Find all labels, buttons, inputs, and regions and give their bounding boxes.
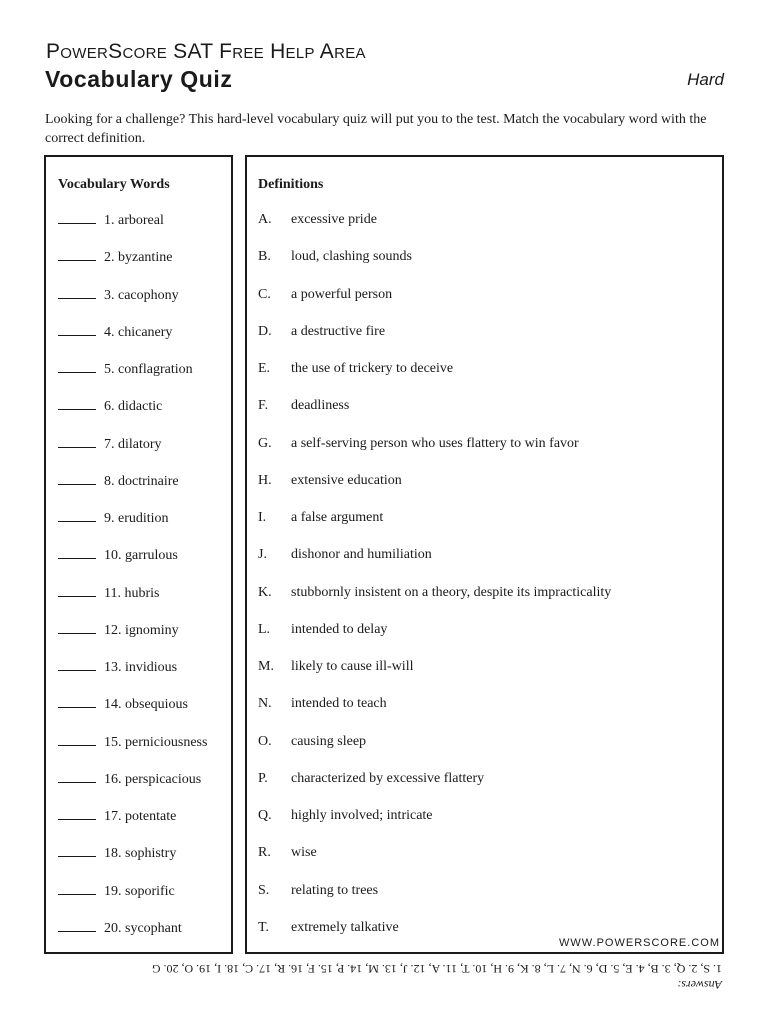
definition-letter: R. xyxy=(258,845,271,861)
answer-blank xyxy=(58,473,96,485)
definition-list xyxy=(247,212,722,957)
definitions-box xyxy=(245,155,724,954)
answer-blank xyxy=(58,659,96,671)
list-item xyxy=(247,771,722,808)
word: 19. soporific xyxy=(104,883,175,899)
definitions-header: Definitions xyxy=(258,177,324,192)
answer-key-label: Answers: xyxy=(677,978,722,992)
answer-blank xyxy=(58,771,96,783)
definition-letter: N. xyxy=(258,696,272,712)
word: 3. cacophony xyxy=(104,287,179,303)
definition-letter: J. xyxy=(258,547,267,563)
list-item xyxy=(46,771,231,808)
word: 7. dilatory xyxy=(104,436,162,452)
answer-blank xyxy=(58,361,96,373)
answer-blank xyxy=(58,212,96,224)
answer-blank xyxy=(58,808,96,820)
answer-blank xyxy=(58,547,96,559)
answer-blank xyxy=(58,436,96,448)
list-item xyxy=(247,398,722,435)
word: 8. doctrinaire xyxy=(104,473,179,489)
answer-blank xyxy=(58,883,96,895)
answer-blank xyxy=(58,510,96,522)
list-item xyxy=(247,622,722,659)
definition-text: a powerful person xyxy=(291,286,393,302)
definition-letter: F. xyxy=(258,398,269,414)
definition-text: wise xyxy=(291,845,317,861)
brand-heading: PowerScore SAT Free Help Area xyxy=(46,40,366,63)
vocabulary-word-list xyxy=(46,212,231,957)
answer-blank xyxy=(58,622,96,634)
list-item xyxy=(46,510,231,547)
list-item xyxy=(46,398,231,435)
definition-letter: M. xyxy=(258,659,274,674)
vocabulary-words-box xyxy=(44,155,233,954)
list-item xyxy=(247,473,722,510)
definition-letter: I. xyxy=(258,510,267,525)
list-item xyxy=(247,249,722,286)
definition-letter: P. xyxy=(258,770,268,786)
definition-letter: B. xyxy=(258,249,271,265)
word: 13. invidious xyxy=(104,660,178,675)
word: 16. perspicacious xyxy=(104,771,202,787)
vocabulary-words-header: Vocabulary Words xyxy=(58,177,170,192)
list-item xyxy=(46,324,231,361)
list-item xyxy=(46,547,231,584)
definition-text: characterized by excessive flattery xyxy=(291,770,485,786)
word: 20. sycophant xyxy=(104,920,182,936)
list-item xyxy=(247,510,722,547)
list-item xyxy=(247,659,722,696)
list-item xyxy=(46,920,231,957)
list-item xyxy=(247,212,722,249)
word: 17. potentate xyxy=(104,809,177,824)
definition-text: a self-serving person who uses flattery to win favor xyxy=(291,435,579,451)
definition-text: extensive education xyxy=(291,472,402,488)
answer-blank xyxy=(58,324,96,336)
definition-text: loud, clashing sounds xyxy=(291,249,412,265)
word: 14. obsequious xyxy=(104,697,188,713)
list-item xyxy=(46,622,231,659)
list-item xyxy=(46,585,231,622)
list-item xyxy=(46,659,231,696)
list-item xyxy=(46,287,231,324)
word: 11. hubris xyxy=(104,585,160,601)
list-item xyxy=(247,845,722,882)
word: 6. didactic xyxy=(104,399,163,415)
definition-letter: Q. xyxy=(258,808,272,823)
list-item xyxy=(247,883,722,920)
list-item xyxy=(46,845,231,882)
word: 4. chicanery xyxy=(104,324,173,340)
list-item xyxy=(247,361,722,398)
definition-letter: L. xyxy=(258,621,271,637)
definition-letter: A. xyxy=(258,212,272,227)
answer-key xyxy=(0,956,768,992)
list-item xyxy=(46,696,231,733)
definition-text: the use of trickery to deceive xyxy=(291,361,454,376)
list-item xyxy=(46,249,231,286)
definition-letter: E. xyxy=(258,361,271,376)
answer-key-text: 1. S, 2. Q, 3. B, 4. E, 5. D, 6. N, 7. L, 8. K, 9. H, 10. T, 11. A, 12. J, 13. M, 14. P, 15. F, 16. R, 17. C, 18. I, 19. O, 20. G xyxy=(151,962,722,976)
definition-text: dishonor and humiliation xyxy=(291,547,432,563)
list-item xyxy=(46,212,231,249)
definition-text: stubbornly insistent on a theory, despite its impracticality xyxy=(291,584,612,600)
list-item xyxy=(247,436,722,473)
definition-letter: C. xyxy=(258,286,271,302)
difficulty-label: Hard xyxy=(687,70,724,89)
definition-text: highly involved; intricate xyxy=(291,808,433,823)
definition-letter: G. xyxy=(258,435,272,451)
word: 15. perniciousness xyxy=(104,734,208,750)
definition-text: deadliness xyxy=(291,398,350,414)
list-item xyxy=(247,324,722,361)
answer-blank xyxy=(58,696,96,708)
list-item xyxy=(46,883,231,920)
list-item xyxy=(247,734,722,771)
definition-letter: H. xyxy=(258,472,272,488)
answer-blank xyxy=(58,920,96,932)
definition-text: a false argument xyxy=(291,510,384,525)
definition-text: likely to cause ill-will xyxy=(291,659,414,674)
word: 2. byzantine xyxy=(104,250,173,266)
definition-letter: D. xyxy=(258,323,272,339)
page-title: Vocabulary Quiz xyxy=(45,66,233,92)
list-item xyxy=(247,547,722,584)
definition-letter: S. xyxy=(258,882,270,898)
list-item xyxy=(247,808,722,845)
intro-text: Looking for a challenge? This hard-level vocabulary quiz will put you to the test. Match the vocabulary word with the correct definition. xyxy=(45,112,707,146)
word: 9. erudition xyxy=(104,511,169,526)
definition-text: a destructive fire xyxy=(291,323,386,339)
answer-blank xyxy=(58,249,96,261)
list-item xyxy=(46,361,231,398)
definition-text: intended to teach xyxy=(291,696,387,712)
list-item xyxy=(247,585,722,622)
list-item xyxy=(247,696,722,733)
word: 12. ignominy xyxy=(104,622,179,638)
word: 1. arboreal xyxy=(104,213,164,228)
definition-text: excessive pride xyxy=(291,212,377,227)
answer-blank xyxy=(58,287,96,299)
answer-blank xyxy=(58,398,96,410)
list-item xyxy=(46,436,231,473)
list-item xyxy=(46,473,231,510)
answer-blank xyxy=(58,734,96,746)
definition-letter: O. xyxy=(258,733,272,749)
definition-text: intended to delay xyxy=(291,621,388,637)
definition-letter: T. xyxy=(258,919,270,935)
list-item xyxy=(247,287,722,324)
definition-text: extremely talkative xyxy=(291,919,399,935)
word: 10. garrulous xyxy=(104,548,178,564)
definition-text: relating to trees xyxy=(291,882,379,898)
website-url: WWW.POWERSCORE.COM xyxy=(559,937,720,949)
word: 5. conflagration xyxy=(104,362,193,377)
list-item xyxy=(46,808,231,845)
definition-text: causing sleep xyxy=(291,733,367,749)
answer-blank xyxy=(58,845,96,857)
definition-letter: K. xyxy=(258,584,272,600)
answer-blank xyxy=(58,585,96,597)
list-item xyxy=(46,734,231,771)
word: 18. sophistry xyxy=(104,846,177,862)
